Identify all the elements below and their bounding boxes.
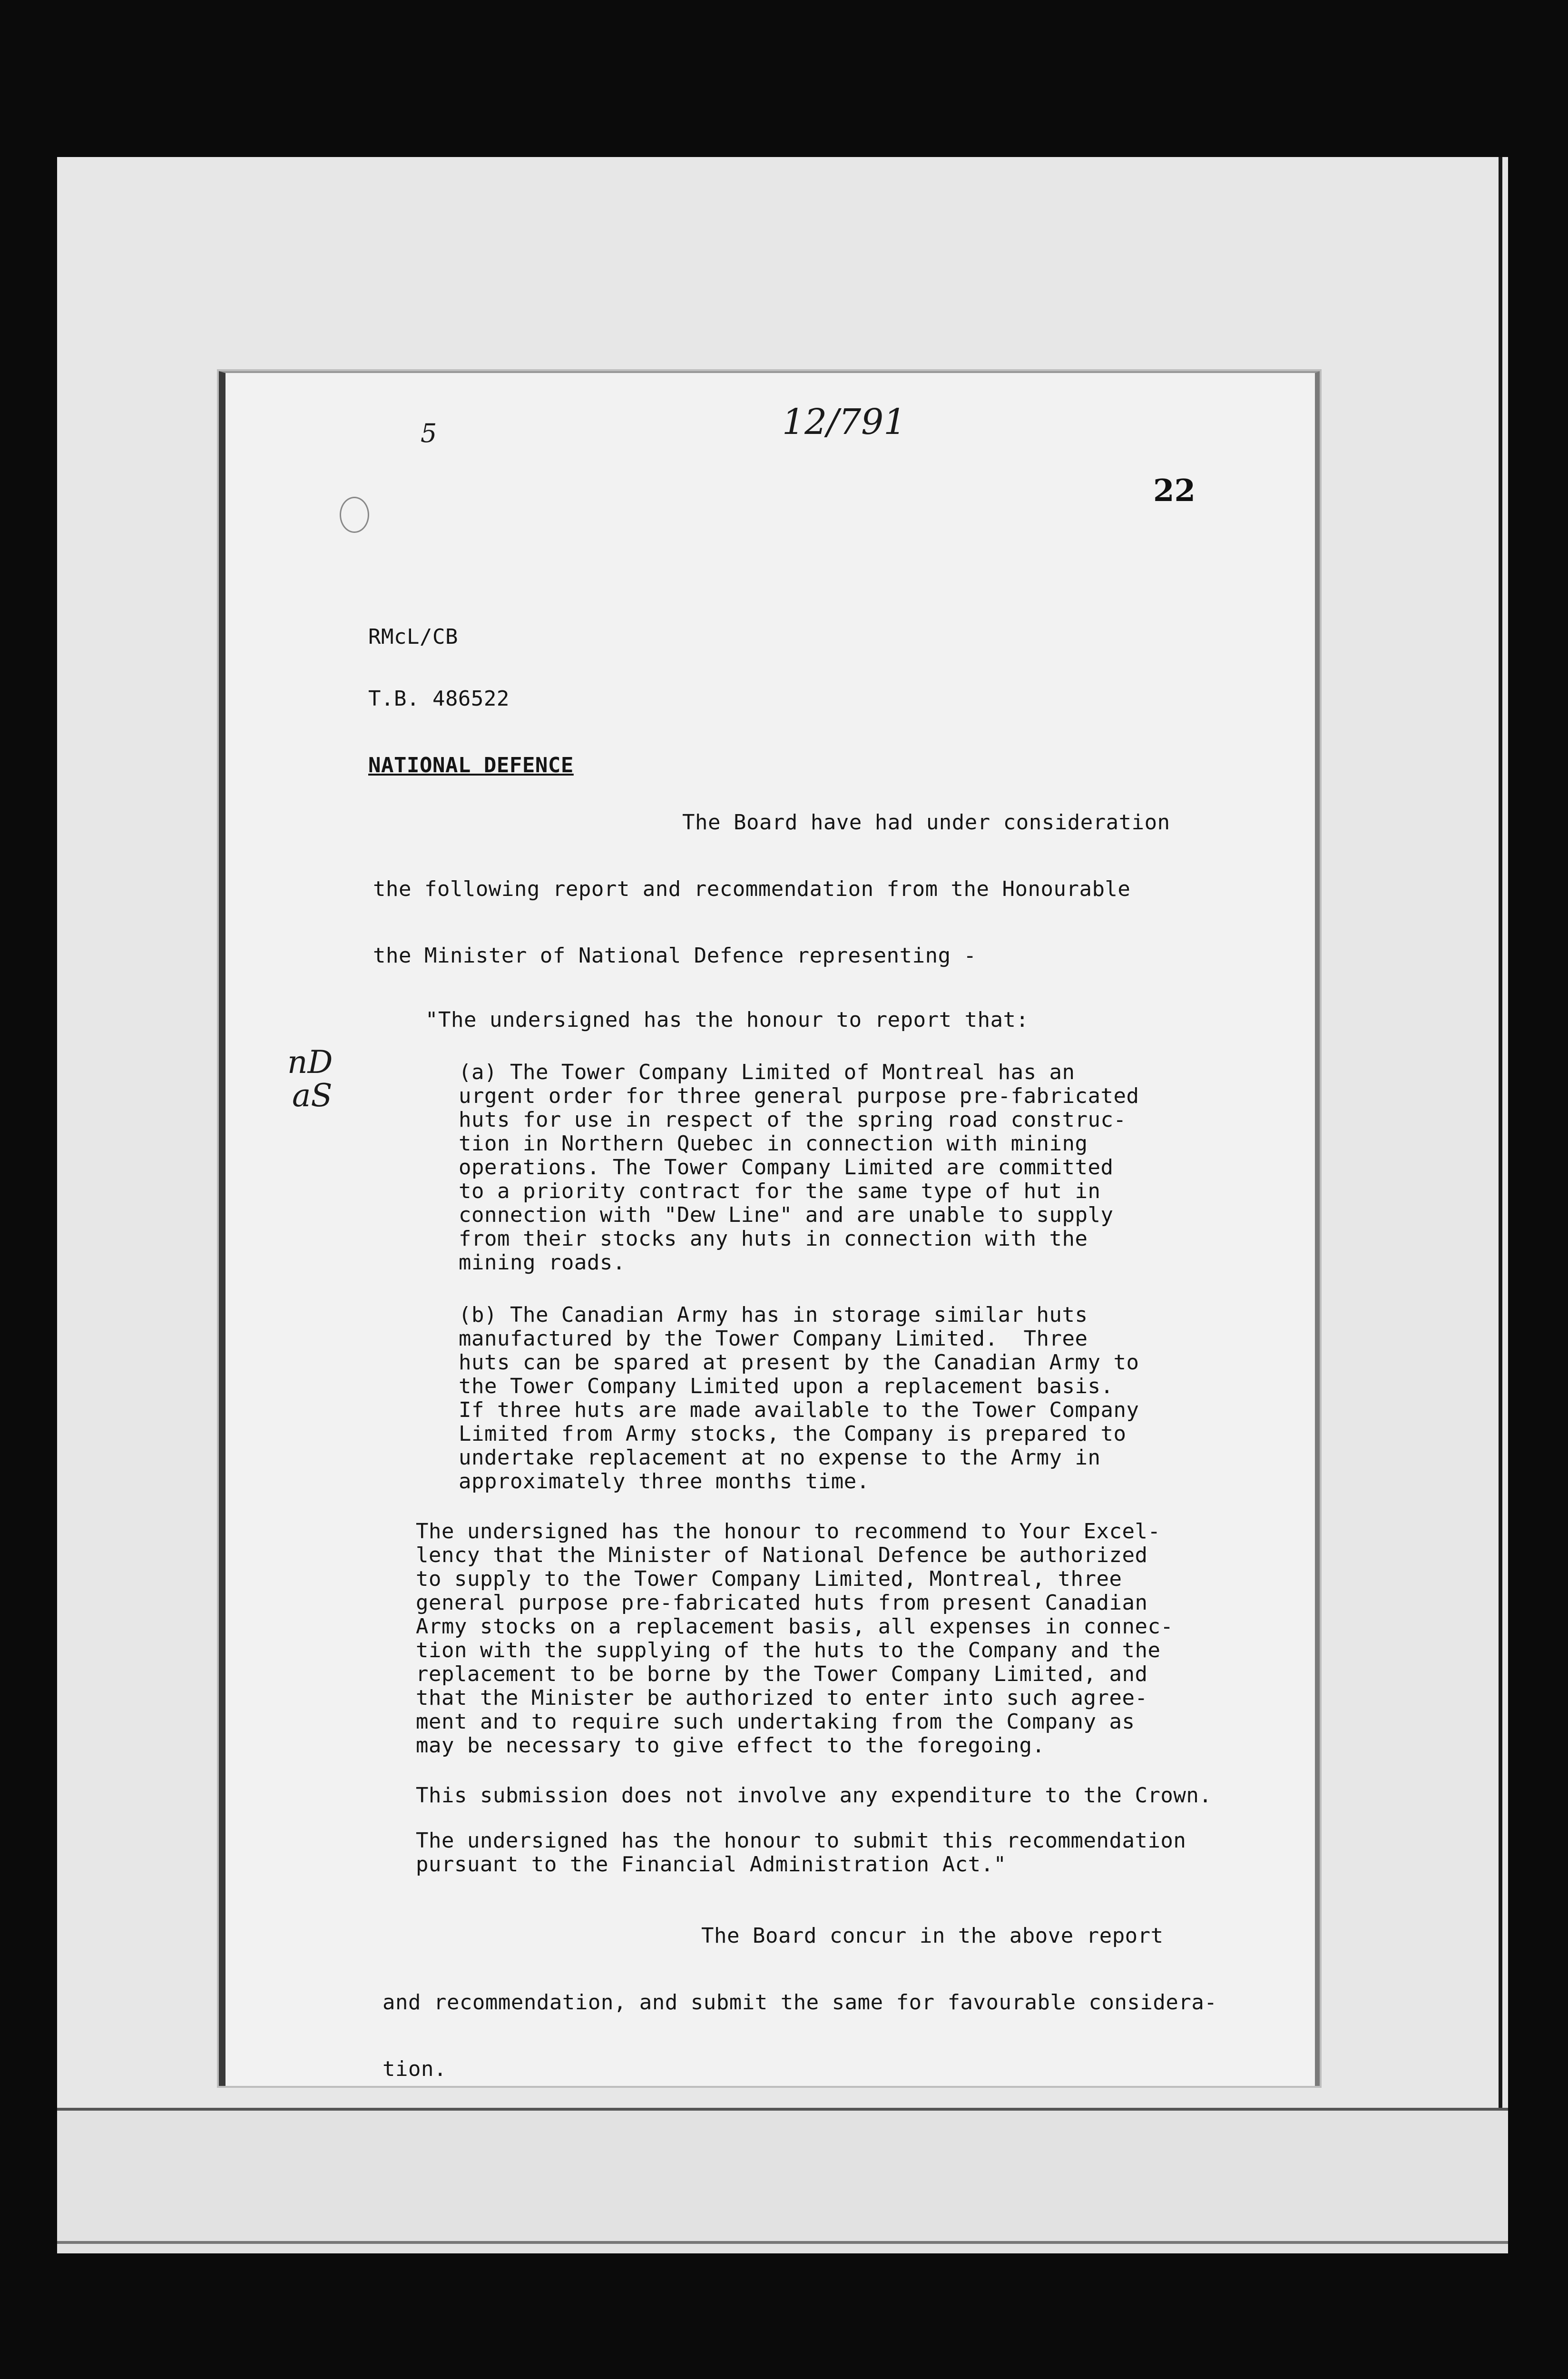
sheet-divider [57, 2241, 1508, 2244]
page-number: 22 [1153, 473, 1196, 509]
item-b-line: If three huts are made available to the Tower Company [459, 1398, 1139, 1422]
recommendation-line: ment and to require such undertaking from the Company as [416, 1710, 1135, 1734]
item-a-line: from their stocks any huts in connection with the [459, 1227, 1088, 1251]
recommendation-line: general purpose pre-fabricated huts from present Canadian [416, 1591, 1148, 1615]
item-b-line: manufactured by the Tower Company Limited. Three [459, 1327, 1088, 1351]
item-a-line: operations. The Tower Company Limited are committed [459, 1155, 1114, 1180]
closing-line: tion. [382, 2057, 447, 2081]
item-b-line: huts can be spared at present by the Canadian Army to [459, 1350, 1139, 1375]
recommendation-line: replacement to be borne by the Tower Company Limited, and [416, 1662, 1148, 1686]
item-b-line: (b) The Canadian Army has in storage similar huts [459, 1303, 1088, 1327]
handwritten-top-mark: 5 [421, 418, 437, 448]
closing-line: The Board concur in the above report [701, 1924, 1164, 1948]
item-b-line: the Tower Company Limited upon a replacement basis. [459, 1374, 1114, 1398]
item-a-line: (a) The Tower Company Limited of Montreal has an [459, 1060, 1075, 1084]
tb-number: T.B. 486522 [368, 687, 510, 711]
item-a-line: connection with "Dew Line" and are unable to supply [459, 1203, 1114, 1227]
item-b-line: approximately three months time. [459, 1469, 870, 1494]
recommendation-line: lency that the Minister of National Defence be authorized [416, 1543, 1148, 1567]
item-a-line: huts for use in respect of the spring road construc- [459, 1108, 1127, 1132]
background-sheet-lower [57, 2108, 1508, 2253]
intro-line: The Board have had under consideration [682, 810, 1170, 835]
item-a-line: urgent order for three general purpose pre-fabricated [459, 1084, 1139, 1108]
handwritten-margin-note: nD [287, 1044, 333, 1081]
section-heading: NATIONAL DEFENCE [368, 753, 574, 777]
punch-hole [340, 497, 369, 533]
sheet-edge [1499, 157, 1502, 2251]
recommendation-line: that the Minister be authorized to enter into such agree- [416, 1686, 1148, 1710]
item-a-line: mining roads. [459, 1250, 626, 1275]
item-a-line: tion in Northern Quebec in connection with mining [459, 1131, 1088, 1156]
expenditure-note: This submission does not involve any expenditure to the Crown. [416, 1783, 1212, 1808]
report-opening: "The undersigned has the honour to report that: [425, 1008, 1029, 1032]
item-b-line: undertake replacement at no expense to the Army in [459, 1445, 1101, 1470]
recommendation-line: tion with the supplying of the huts to the Company and the [416, 1638, 1161, 1662]
closing-line: and recommendation, and submit the same for favourable considera- [382, 1990, 1217, 2015]
submission-line: pursuant to the Financial Administration Act." [416, 1852, 1007, 1877]
intro-line: the Minister of National Defence representing - [373, 944, 977, 968]
intro-line: the following report and recommendation from the Honourable [373, 877, 1131, 901]
handwritten-file-number: 12/791 [782, 402, 906, 442]
reference-code: RMcL/CB [368, 625, 458, 649]
submission-line: The undersigned has the honour to submit this recommendation [416, 1828, 1186, 1853]
document-page [219, 371, 1320, 2086]
handwritten-margin-note: aS [292, 1077, 333, 1114]
recommendation-line: to supply to the Tower Company Limited, Montreal, three [416, 1567, 1122, 1591]
item-b-line: Limited from Army stocks, the Company is prepared to [459, 1422, 1127, 1446]
recommendation-line: The undersigned has the honour to recommend to Your Excel- [416, 1519, 1161, 1543]
recommendation-line: may be necessary to give effect to the foregoing. [416, 1733, 1045, 1758]
item-a-line: to a priority contract for the same type of hut in [459, 1179, 1101, 1203]
recommendation-line: Army stocks on a replacement basis, all expenses in connec- [416, 1614, 1174, 1639]
